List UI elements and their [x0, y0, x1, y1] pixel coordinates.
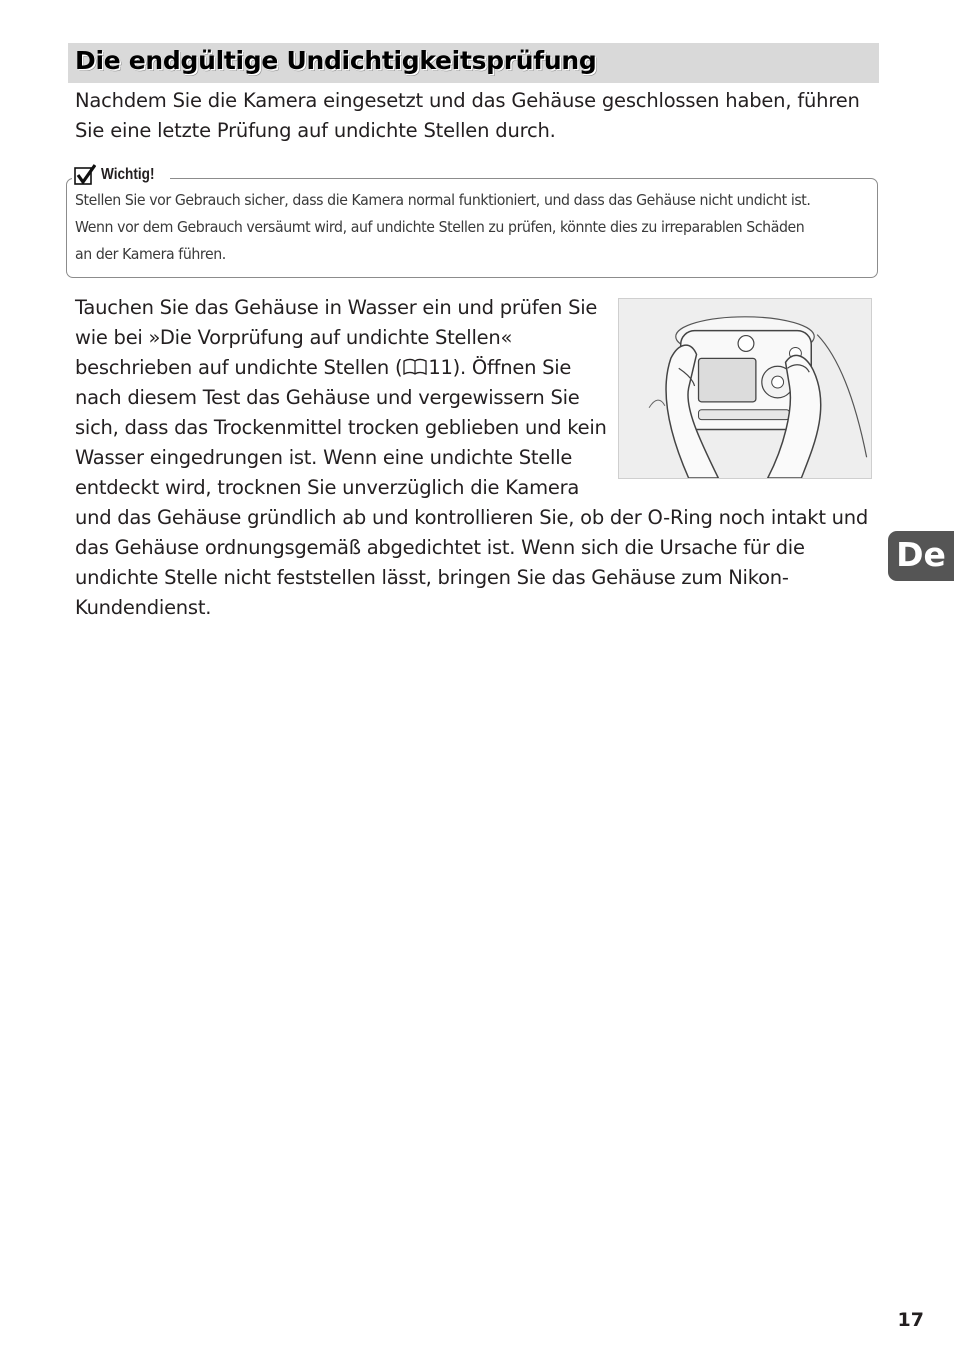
page-number: 17 — [897, 1309, 924, 1331]
important-note-label: Wichtig! — [101, 166, 155, 183]
camera-housing-illustration — [618, 298, 872, 479]
section-title: Die endgültige Undichtigkeitsprüfung — [75, 46, 597, 75]
body-text-part-1: Tauchen Sie das Gehäuse in Wasser ein und prüfen Sie wie bei »Die Vorprüfung auf undichte Stellen« beschrieben auf undichte Stellen ( — [75, 296, 598, 379]
section-title-bar — [68, 43, 879, 83]
body-paragraph — [75, 293, 875, 623]
language-tab: De — [888, 531, 954, 581]
intro-paragraph: Nachdem Sie die Kamera eingesetzt und das Gehäuse geschlossen haben, führen Sie eine letzte Prüfung auf undichte Stellen durch. — [75, 89, 860, 142]
important-note-header — [72, 162, 170, 188]
important-note-text: Stellen Sie vor Gebrauch sicher, dass die Kamera normal funktioniert, und dass das Gehäuse nicht undicht ist. Wenn vor dem Gebrauch versäumt wird, auf undichte Stellen zu prüfen, könnte dies zu irreparablen Schäden an der Kamera führen. — [75, 191, 811, 263]
check-mark-icon — [74, 164, 96, 186]
body-text-part-2: ). Öffnen Sie nach diesem Test das Gehäuse und vergewissern Sie sich, dass das Trockenmittel trocken geblieben und kein Wasser eingedrungen ist. Wenn eine undichte Stelle entdeckt wird, trocknen Sie unverzüglich die Kamera und das Gehäuse gründlich ab und kontrollieren Sie, ob der O-Ring noch intakt und das Gehäuse ordnungsgemäß abgedichtet ist. Wenn sich die Ursache für die undichte Stelle nicht feststellen lässt, bringen Sie das Gehäuse zum Nikon-Kundendienst. — [75, 356, 869, 619]
page-reference: 11 — [428, 356, 453, 379]
book-icon — [402, 358, 428, 376]
